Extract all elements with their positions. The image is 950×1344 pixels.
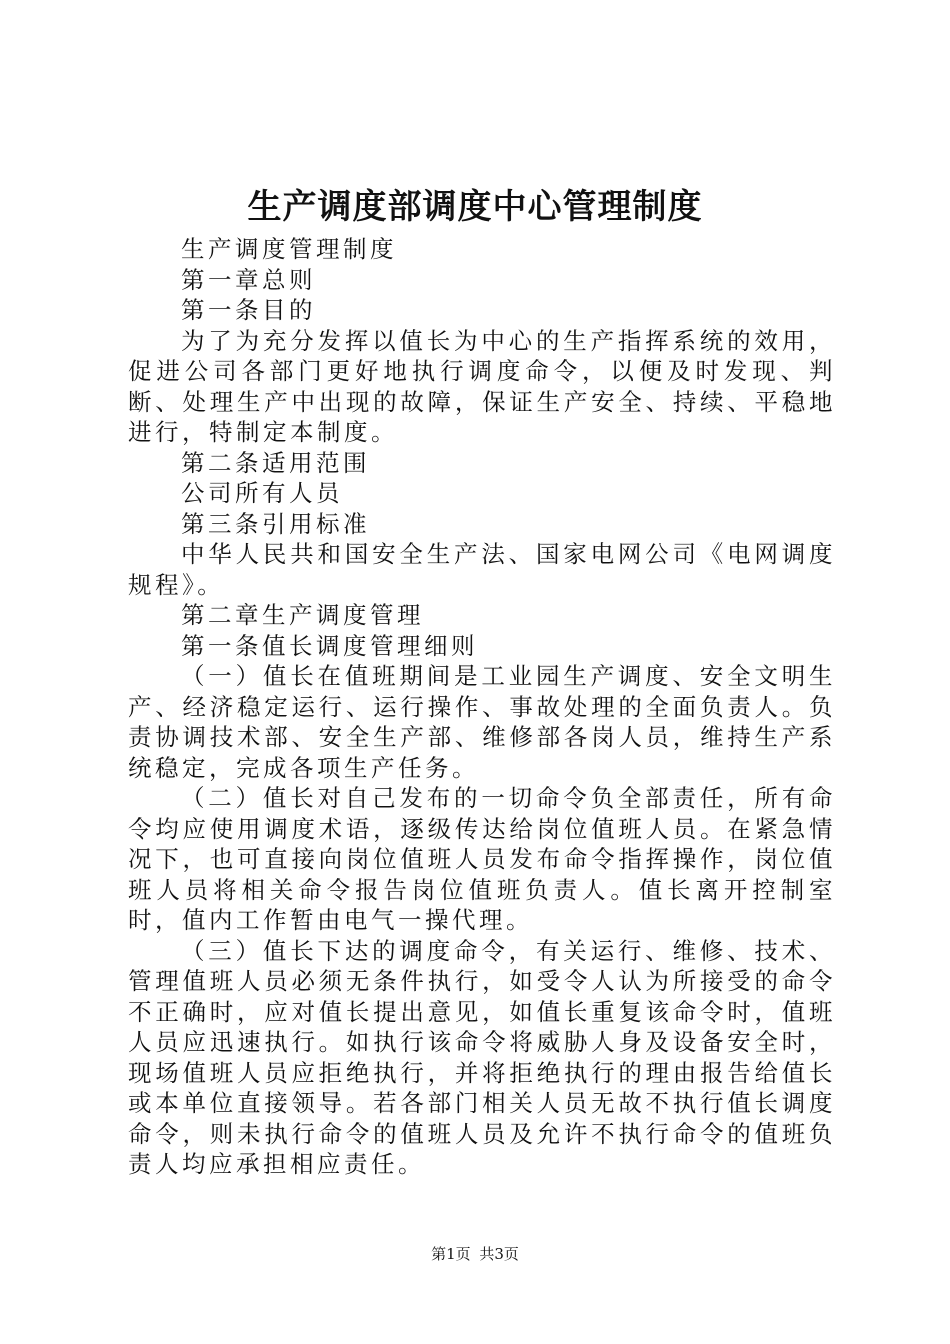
document-title: 生产调度部调度中心管理制度: [247, 187, 703, 227]
chapter-heading: 第二章生产调度管理: [181, 601, 424, 629]
paragraph: 中华人民共和国安全生产法、国家电网公司《电网调度规程》。: [128, 540, 836, 599]
paragraph: （二）值长对自己发布的一切命令负全部责任，所有命令均应使用调度术语，逐级传达给岗位值班人员。在紧急情况下，也可直接向岗位值班人员发布命令指挥操作，岗位值班人员将相关命令报告岗位值班负责人。值长离开控制室时，值内工作暂由电气一操代理。: [128, 784, 836, 934]
chapter-heading: 第一章总则: [181, 265, 316, 294]
article-heading: 第一条值长调度管理细则: [181, 631, 478, 660]
page-number: 第1页: [431, 1245, 471, 1263]
paragraph: 为了为充分发挥以值长为中心的生产指挥系统的效用，促进公司各部门更好地执行调度命令，以便及时发现、判断、处理生产中出现的故障，保证生产安全、持续、平稳地进行，特制定本制度。: [128, 326, 836, 446]
article-heading: 第二条适用范围: [181, 448, 370, 477]
paragraph: （一）值长在值班期间是工业园生产调度、安全文明生产、经济稳定运行、运行操作、事故处理的全面负责人。负责协调技术部、安全生产部、维修部各岗人员，维持生产系统稳定，完成各项生产任务。: [128, 662, 836, 782]
document-body: [128, 234, 836, 1180]
article-heading: 第三条引用标准: [181, 509, 370, 538]
article-heading: 第一条目的: [181, 296, 316, 324]
paragraph: 公司所有人员: [181, 479, 343, 507]
page-total: 共3页: [479, 1245, 519, 1263]
page-footer: [0, 1244, 950, 1264]
paragraph: （三）值长下达的调度命令，有关运行、维修、技术、管理值班人员必须无条件执行，如受令人认为所接受的命令不正确时，应对值长提出意见，如值长重复该命令时，值班人员应迅速执行。如执行该命令将威胁人身及设备安全时，现场值班人员应拒绝执行，并将拒绝执行的理由报告给值长或本单位直接领导。若各部门相关人员无故不执行值长调度命令，则未执行命令的值班人员及允许不执行命令的值班负责人均应承担相应责任。: [128, 936, 836, 1178]
paragraph: 生产调度管理制度: [181, 235, 397, 263]
